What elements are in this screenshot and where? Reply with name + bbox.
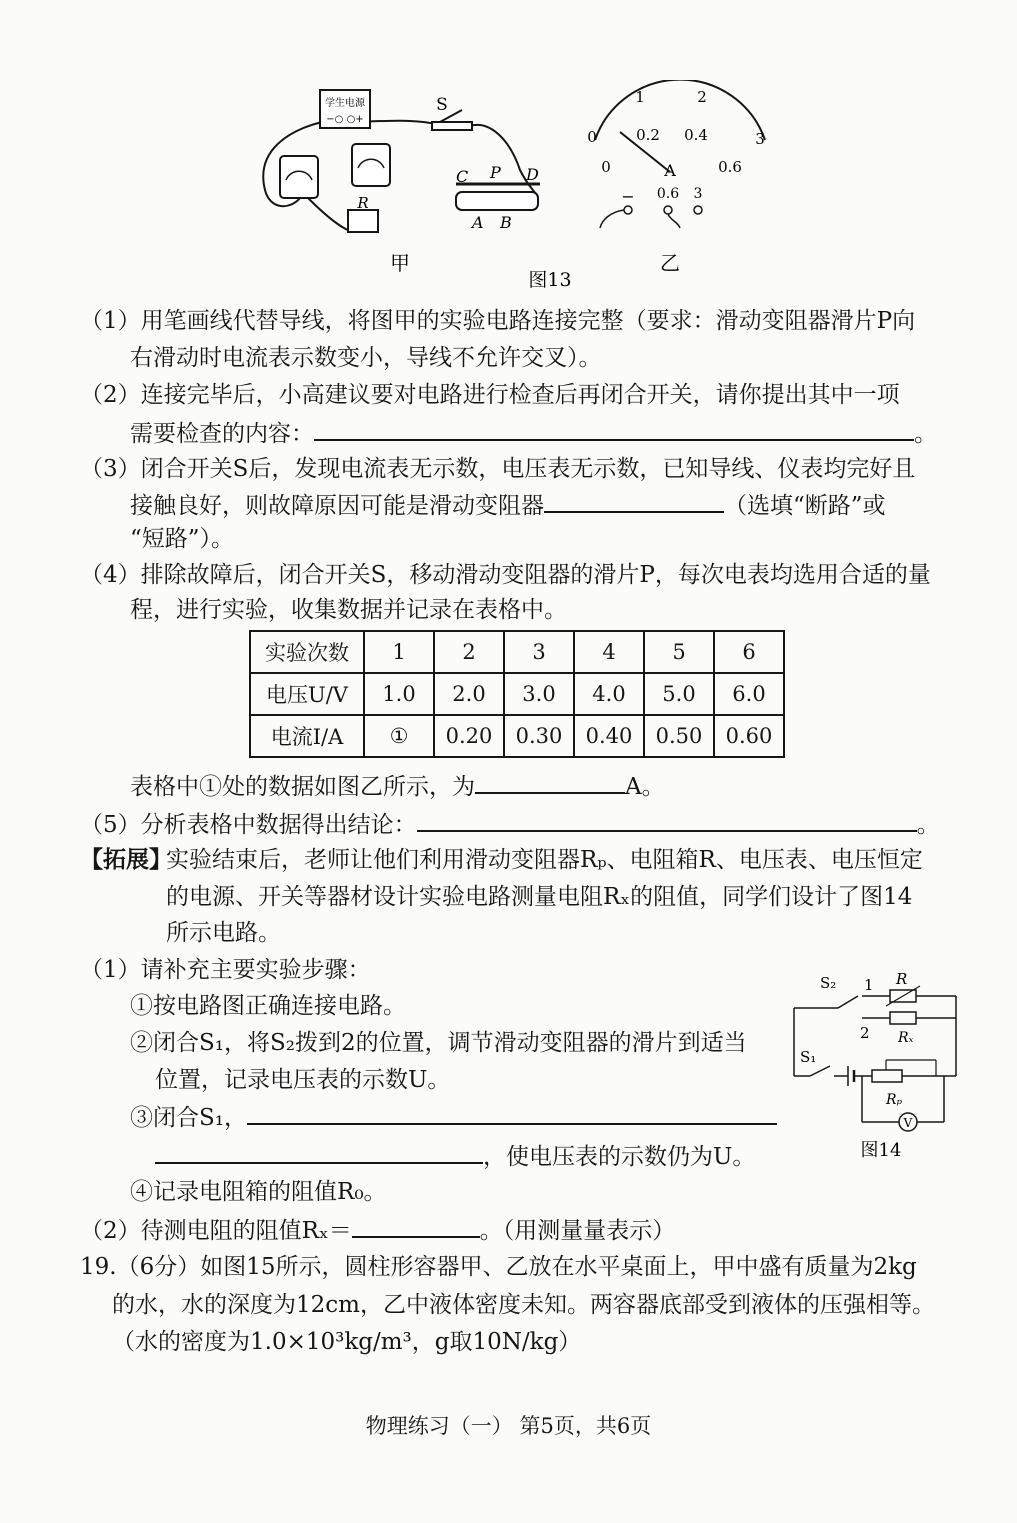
table-cell: 2.0 <box>434 673 504 715</box>
q5-suffix: 。 <box>916 812 940 838</box>
step-3-answer-blank-2[interactable] <box>155 1140 483 1164</box>
q2-line2 <box>130 417 937 449</box>
table-cell: 0.40 <box>574 715 644 757</box>
table-cell: ① <box>364 715 434 757</box>
table-header-cell: 5 <box>644 631 714 673</box>
meter-zero-top: 0 <box>587 128 597 146</box>
figure-14-caption: 图14 <box>860 1140 902 1161</box>
q5-line <box>80 808 940 840</box>
q4-line1: （4）排除故障后，闭合开关S，移动滑动变阻器的滑片P，每次电表均选用合适的量 <box>80 562 931 588</box>
fig14-label-v: V <box>903 1116 913 1130</box>
rheostat-label-p: P <box>490 163 501 182</box>
page-footer: 物理练习（一） 第5页，共6页 <box>365 1414 652 1438</box>
table-header-cell: 1 <box>364 631 434 673</box>
fig14-label-rp: Rₚ <box>886 1092 903 1108</box>
table-header-cell: 4 <box>574 631 644 673</box>
q4-after-prefix: 表格中①处的数据如图乙所示，为 <box>130 774 475 800</box>
q2-line1: （2）连接完毕后，小高建议要对电路进行检查后再闭合开关，请你提出其中一项 <box>80 382 900 408</box>
table-header-cell: 3 <box>504 631 574 673</box>
table-cell: 1.0 <box>364 673 434 715</box>
table-cell: 0.50 <box>644 715 714 757</box>
table-cell: 0.30 <box>504 715 574 757</box>
q3-answer-blank[interactable] <box>544 489 724 513</box>
table-row <box>250 673 784 715</box>
meter-terminal-3: 3 <box>693 186 703 202</box>
figure-13-caption: 图13 <box>528 269 572 290</box>
fig14-label-r: R <box>896 970 908 988</box>
power-supply-terminals: −○ ○+ <box>326 114 364 125</box>
step-1: ①按电路图正确连接电路。 <box>130 993 406 1019</box>
q19-line3: （水的密度为1.0×10³kg/m³，g取10N/kg） <box>112 1329 582 1355</box>
q19-line2: 的水，水的深度为12cm，乙中液体密度未知。两容器底部受到液体的压强相等。 <box>112 1292 935 1318</box>
figure-13-left-label: 甲 <box>390 251 410 275</box>
q1-line1: （1）用笔画线代替导线，将图甲的实验电路连接完整（要求：滑动变阻器滑片P向 <box>80 308 916 334</box>
q3-prefix: 接触良好，则故障原因可能是滑动变阻器 <box>130 493 544 519</box>
q19-line1: 19.（6分）如图15所示，圆柱形容器甲、乙放在水平桌面上，甲中盛有质量为2kg <box>80 1254 917 1280</box>
q1-line2: 右滑动时电流表示数变小，导线不允许交叉）。 <box>130 345 602 371</box>
fig14-label-s1: S₁ <box>800 1048 817 1066</box>
q3-line2 <box>130 489 886 521</box>
meter-bottom-04: 0.4 <box>684 126 708 144</box>
table-header-cell: 2 <box>434 631 504 673</box>
step-2b: 位置，记录电压表的示数U。 <box>155 1067 451 1093</box>
table-cell: 4.0 <box>574 673 644 715</box>
step-3-prefix: ③闭合S₁， <box>130 1105 247 1131</box>
table-header-cell: 实验次数 <box>250 631 364 673</box>
step-4: ④记录电阻箱的阻值R₀。 <box>130 1179 387 1205</box>
meter-bottom-0: 0 <box>601 158 611 176</box>
table-cell: 电流I/A <box>250 715 364 757</box>
steps-title: （1）请补充主要实验步骤： <box>80 957 371 983</box>
rheostat-label-a: A <box>472 213 484 232</box>
q2-prefix: 需要检查的内容： <box>130 421 314 447</box>
fig14-label-2: 2 <box>860 1024 870 1042</box>
fig14-label-1: 1 <box>864 976 874 994</box>
q4-after-suffix: A。 <box>625 774 665 800</box>
table-cell: 电压U/V <box>250 673 364 715</box>
meter-terminal-minus: − <box>621 187 635 206</box>
table-cell: 5.0 <box>644 673 714 715</box>
step-3-cont <box>155 1140 755 1172</box>
q4-after <box>130 770 665 802</box>
meter-unit: A <box>664 161 676 180</box>
resistor-label: R <box>357 194 369 212</box>
meter-terminal-06: 0.6 <box>656 186 680 202</box>
q4-answer-blank[interactable] <box>475 770 625 794</box>
rheostat-label-b: B <box>500 213 512 232</box>
table-cell: 0.60 <box>714 715 784 757</box>
fig14-label-rx: Rₓ <box>898 1030 914 1046</box>
step-3-answer-blank[interactable] <box>247 1101 777 1125</box>
q2b-prefix: （2）待测电阻的阻值Rₓ＝ <box>80 1218 352 1244</box>
q2b-answer-blank[interactable] <box>352 1214 480 1238</box>
switch-label: S <box>436 95 448 115</box>
extend-line2: 的电源、开关等器材设计实验电路测量电阻Rₓ的阻值，同学们设计了图14 <box>166 884 913 910</box>
fig14-label-s2: S₂ <box>820 974 837 992</box>
q2b-suffix: 。（用测量量表示） <box>479 1218 676 1244</box>
meter-top-1: 1 <box>635 88 645 106</box>
q3-line3: “短路”）。 <box>130 526 235 552</box>
meter-top-3: 3 <box>755 130 765 148</box>
step-3-suffix: ，使电压表的示数仍为U。 <box>483 1144 756 1170</box>
extend-line3: 所示电路。 <box>166 920 281 946</box>
extend-line1: 实验结束后，老师让他们利用滑动变阻器Rₚ、电阻箱R、电压表、电压恒定 <box>166 847 923 873</box>
q5-prefix: （5）分析表格中数据得出结论： <box>80 812 417 838</box>
table-row <box>250 631 784 673</box>
table-row <box>250 715 784 757</box>
power-supply-label: 学生电源 <box>325 98 365 109</box>
meter-bottom-02: 0.2 <box>636 126 660 144</box>
step-3 <box>130 1101 777 1133</box>
figure-13-right-label: 乙 <box>660 251 680 275</box>
q3-line1: （3）闭合开关S后，发现电流表无示数，电压表无示数，已知导线、仪表均完好且 <box>80 456 916 482</box>
table-cell: 0.20 <box>434 715 504 757</box>
q2-answer-blank[interactable] <box>314 417 914 441</box>
table-header-cell: 6 <box>714 631 784 673</box>
q4-line2: 程，进行实验，收集数据并记录在表格中。 <box>130 597 567 623</box>
rheostat-label-c: C <box>456 167 469 186</box>
step-2a: ②闭合S₁，将S₂拨到2的位置，调节滑动变阻器的滑片到适当 <box>130 1030 747 1056</box>
figure-13-circuit <box>250 80 770 290</box>
q2b-line <box>80 1214 675 1246</box>
table-cell: 3.0 <box>504 673 574 715</box>
table-cell: 6.0 <box>714 673 784 715</box>
extend-tag: 【拓展】 <box>80 846 172 873</box>
meter-bottom-06: 0.6 <box>718 158 742 176</box>
q5-answer-blank[interactable] <box>417 808 917 832</box>
rheostat-label-d: D <box>526 165 539 184</box>
data-table <box>249 630 785 758</box>
q3-suffix: （选填“断路”或 <box>724 493 886 519</box>
figure-14-circuit <box>786 966 976 1166</box>
q2-suffix: 。 <box>914 421 937 447</box>
meter-top-2: 2 <box>697 88 707 106</box>
